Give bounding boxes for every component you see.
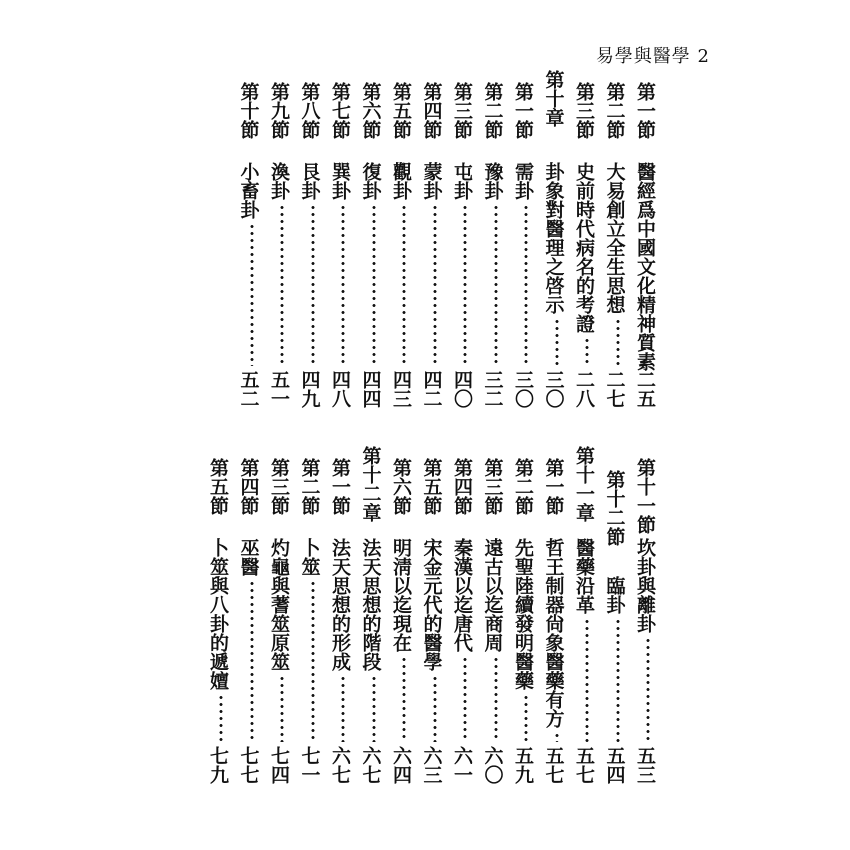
toc-bottom-block — [203, 446, 661, 784]
toc-entry-title: 小畜卦 — [237, 162, 260, 219]
toc-entry-title: 蒙卦 — [420, 162, 443, 200]
toc-entry[interactable] — [386, 82, 417, 408]
dot-leader — [584, 337, 590, 366]
toc-entry-title: 觀卦 — [390, 162, 412, 200]
toc-entry-title: 渙卦 — [268, 162, 290, 200]
toc-entry[interactable] — [264, 458, 295, 784]
toc-entry-label: 第二節 — [298, 458, 321, 515]
toc-entry-title: 灼龜與蓍筮原筮 — [268, 538, 290, 671]
toc-entry[interactable] — [325, 458, 356, 784]
toc-entry-page-number: 七七 — [237, 746, 260, 784]
toc-entry-label: 第一節 — [329, 458, 351, 515]
dot-leader — [523, 204, 529, 366]
toc-entry-label: 第三節 — [481, 458, 504, 515]
running-header: 易學與醫學 2 — [595, 46, 710, 67]
toc-entry-label: 第一節 — [542, 458, 565, 515]
toc-entry-title: 復卦 — [359, 162, 382, 200]
toc-entry-page-number: 二五 — [634, 370, 656, 408]
toc-entry-label: 第二節 — [512, 458, 534, 515]
toc-entry-title: 卜筮與八卦的遞嬗 — [207, 538, 229, 690]
toc-entry-title: 卦象對醫理之啓示 — [542, 162, 565, 314]
toc-entry[interactable] — [508, 82, 539, 408]
toc-entry-label: 第九節 — [268, 82, 290, 139]
toc-entry-label: 第四節 — [451, 458, 473, 515]
toc-entry[interactable] — [477, 458, 508, 784]
toc-entry-label: 第二節 — [481, 82, 504, 139]
toc-entry-label: 第三節 — [451, 82, 473, 139]
toc-entry[interactable] — [599, 82, 630, 408]
toc-entry[interactable] — [355, 446, 386, 784]
toc-entry[interactable] — [233, 458, 264, 784]
toc-entry-title: 明淸以迄現在 — [390, 538, 412, 652]
toc-entry-title: 屯卦 — [451, 162, 473, 200]
toc-entry[interactable] — [416, 82, 447, 408]
toc-entry-title: 宋金元代的醫學 — [420, 538, 443, 671]
dot-leader — [310, 204, 316, 366]
toc-entry-title: 需卦 — [512, 162, 534, 200]
toc-entry-title: 巫醫 — [237, 538, 260, 576]
dot-leader — [340, 204, 346, 366]
toc-entry-page-number: 五三 — [634, 746, 656, 784]
toc-entry-title: 法天思想的形成 — [329, 538, 351, 671]
toc-entry-page-number: 四八 — [329, 370, 351, 408]
dot-leader — [554, 732, 560, 742]
toc-entry-label: 第四節 — [237, 458, 260, 515]
toc-entry-label: 第二節 — [603, 82, 626, 139]
toc-entry-title: 坎卦與離卦 — [634, 538, 656, 633]
toc-entry[interactable] — [630, 82, 661, 408]
dot-leader — [584, 618, 590, 742]
dot-leader — [401, 204, 407, 366]
toc-entry-label: 第一節 — [512, 82, 534, 139]
toc-entry-page-number: 四〇 — [451, 370, 473, 408]
toc-entry[interactable] — [477, 82, 508, 408]
toc-entry-page-number: 三〇 — [542, 370, 565, 408]
toc-entry[interactable] — [569, 82, 600, 408]
toc-entry-label: 第四節 — [420, 82, 443, 139]
dot-leader — [249, 580, 255, 742]
toc-entry-label: 第五節 — [207, 458, 229, 515]
toc-entry-title: 醫經爲中國文化精神質素 — [634, 162, 656, 371]
toc-entry-title: 大易創立全生思想 — [603, 162, 626, 314]
toc-entry[interactable] — [416, 458, 447, 784]
dot-leader — [371, 675, 377, 742]
toc-entry-page-number: 二七 — [603, 370, 626, 408]
dot-leader — [401, 656, 407, 742]
toc-top-block — [233, 70, 660, 408]
toc-entry-label: 第五節 — [420, 458, 443, 515]
toc-entry-label: 第十二節 — [603, 470, 626, 546]
dot-leader — [279, 204, 285, 366]
toc-entry-page-number: 六七 — [329, 746, 351, 784]
toc-entry[interactable] — [294, 82, 325, 408]
dot-leader — [462, 656, 468, 742]
toc-entry-label: 第五節 — [390, 82, 412, 139]
dot-leader — [615, 618, 621, 742]
toc-entry-title: 卜筮 — [298, 538, 321, 576]
dot-leader — [340, 675, 346, 742]
toc-entry[interactable] — [630, 458, 661, 784]
toc-entry-page-number: 四三 — [390, 370, 412, 408]
toc-entry-page-number: 四四 — [359, 370, 382, 408]
toc-entry[interactable] — [447, 82, 478, 408]
toc-entry-page-number: 六三 — [420, 746, 443, 784]
toc-entry-label: 第八節 — [298, 82, 321, 139]
dot-leader — [249, 223, 255, 366]
dot-leader — [279, 675, 285, 742]
dot-leader — [462, 204, 468, 366]
toc-entry-page-number: 五九 — [512, 746, 534, 784]
toc-entry-label: 第十二章 — [359, 446, 382, 522]
toc-entry-title: 豫卦 — [481, 162, 504, 200]
toc-entry-page-number: 四九 — [298, 370, 321, 408]
toc-entry-page-number: 六七 — [359, 746, 382, 784]
toc-entry[interactable] — [355, 82, 386, 408]
dot-leader — [523, 694, 529, 742]
dot-leader — [554, 318, 560, 366]
toc-entry-page-number: 七四 — [268, 746, 290, 784]
toc-entry-title: 巽卦 — [329, 162, 351, 200]
toc-entry[interactable] — [538, 70, 569, 408]
toc-entry-label: 第三節 — [268, 458, 290, 515]
toc-entry[interactable] — [569, 446, 600, 784]
dot-leader — [493, 656, 499, 742]
toc-entry-label: 第六節 — [390, 458, 412, 515]
toc-entry-title: 哲王制器尙象醫藥有方 — [542, 538, 565, 728]
toc-entry-label: 第十一章 — [573, 446, 595, 522]
toc-entry-page-number: 五七 — [542, 746, 565, 784]
toc-entry-page-number: 六一 — [451, 746, 473, 784]
toc-entry-page-number: 五四 — [603, 746, 626, 784]
dot-leader — [493, 204, 499, 366]
toc-entry-label: 第十節 — [237, 82, 260, 139]
toc-entry[interactable] — [538, 458, 569, 784]
toc-entry[interactable] — [203, 458, 234, 784]
toc-entry-page-number: 二八 — [573, 370, 595, 408]
dot-leader — [432, 204, 438, 366]
toc-entry[interactable] — [264, 82, 295, 408]
toc-entry-label: 第一節 — [634, 82, 656, 139]
dot-leader — [432, 675, 438, 742]
toc-entry-title: 艮卦 — [298, 162, 321, 200]
toc-entry-title: 秦漢以迄唐代 — [451, 538, 473, 652]
toc-entry[interactable] — [325, 82, 356, 408]
toc-entry[interactable] — [233, 82, 264, 408]
dot-leader — [371, 204, 377, 366]
toc-entry-page-number: 五七 — [573, 746, 595, 784]
dot-leader — [218, 694, 224, 742]
toc-entry-page-number: 六四 — [390, 746, 412, 784]
toc-entry[interactable] — [599, 458, 630, 784]
toc-entry[interactable] — [294, 458, 325, 784]
dot-leader — [615, 318, 621, 366]
toc-entry-label: 第十一節 — [634, 458, 656, 534]
toc-entry[interactable] — [508, 458, 539, 784]
toc-entry[interactable] — [386, 458, 417, 784]
toc-entry-page-number: 六〇 — [481, 746, 504, 784]
toc-entry-title: 遠古以迄商周 — [481, 538, 504, 652]
dot-leader — [645, 637, 651, 742]
toc-entry-title: 醫藥沿革 — [573, 538, 595, 614]
toc-entry-label: 第六節 — [359, 82, 382, 139]
toc-entry-page-number: 三〇 — [512, 370, 534, 408]
toc-entry-page-number: 七一 — [298, 746, 321, 784]
toc-entry[interactable] — [447, 458, 478, 784]
toc-entry-page-number: 五一 — [268, 370, 290, 408]
toc-entry-label: 第七節 — [329, 82, 351, 139]
toc-entry-title: 史前時代病名的考證 — [573, 162, 595, 333]
toc-entry-page-number: 三二 — [481, 370, 504, 408]
toc-entry-title: 臨卦 — [603, 576, 626, 614]
toc-entry-title: 法天思想的階段 — [359, 538, 382, 671]
dot-leader — [310, 580, 316, 742]
toc-entry-page-number: 四二 — [420, 370, 443, 408]
toc-entry-label: 第十章 — [542, 70, 565, 127]
toc-entry-page-number: 七九 — [207, 746, 229, 784]
toc-entry-title: 先聖陸續發明醫藥 — [512, 538, 534, 690]
toc-entry-page-number: 五二 — [237, 370, 260, 408]
toc-entry-label: 第三節 — [573, 82, 595, 139]
